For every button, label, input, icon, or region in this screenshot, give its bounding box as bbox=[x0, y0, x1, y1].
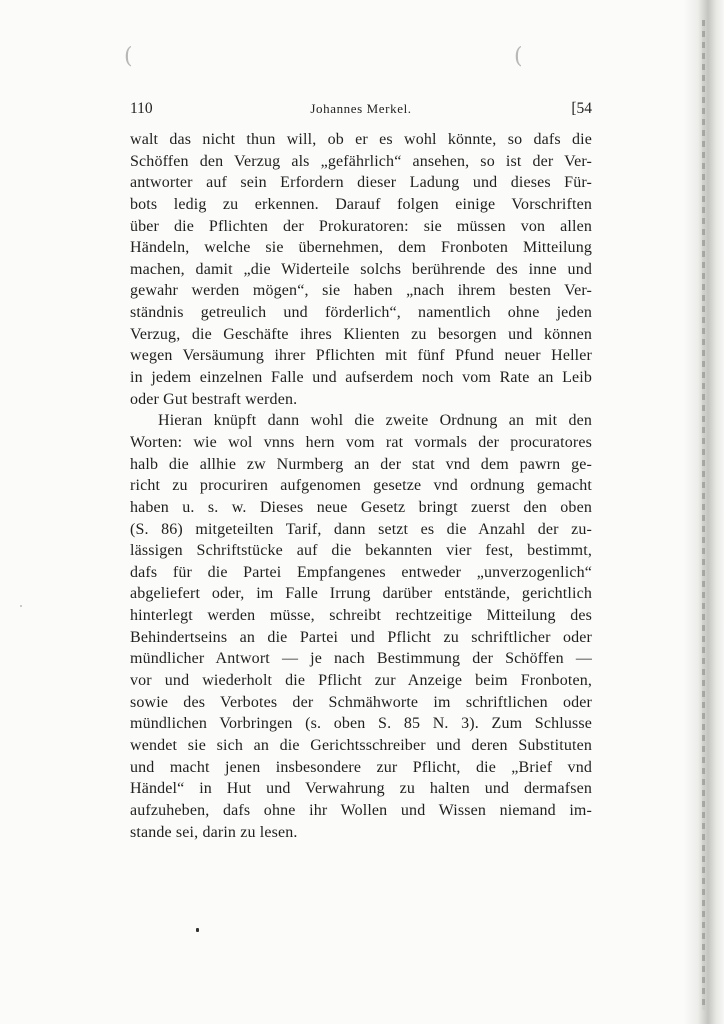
page-number: 110 bbox=[130, 100, 153, 117]
page-header bbox=[130, 100, 592, 124]
text-line: mündlichen Vorbringen (s. oben S. 85 N. 3). Zum Schlusse bbox=[130, 715, 592, 733]
text-line: wegen Versäumung ihrer Pflichten mit fünf Pfund neuer Heller bbox=[130, 347, 592, 365]
running-title: Johannes Merkel. bbox=[310, 101, 412, 116]
text-line: oder Gut bestraft werden. bbox=[130, 390, 298, 408]
text-line: stande sei, darin zu lesen. bbox=[130, 823, 298, 841]
text-line: aufzuheben, dafs ohne ihr Wollen und Wissen niemand im- bbox=[130, 801, 592, 819]
text-line: wendet sie sich an die Gerichtsschreiber und deren Substituten bbox=[130, 736, 592, 754]
ink-speck bbox=[20, 605, 22, 607]
text-line: und macht jenen insbesondere zur Pflicht, die „Brief vnd bbox=[130, 758, 592, 776]
section-mark: [54 bbox=[571, 100, 592, 117]
text-line: walt das nicht thun will, ob er es wohl könnte, so dafs die bbox=[130, 131, 592, 148]
body-text bbox=[130, 129, 592, 843]
text-line: dafs für die Partei Empfangenes entweder „unverzogenlich“ bbox=[130, 563, 592, 581]
text-line: abgeliefert oder, im Falle Irrung darüber entstände, gerichtlich bbox=[130, 585, 592, 603]
text-line: gewahr werden mögen“, sie haben „nach ihrem besten Ver- bbox=[130, 282, 592, 300]
text-line: Schöffen den Verzug als „gefährlich“ ansehen, so ist der Ver- bbox=[130, 152, 592, 170]
text-line: halb die allhie zw Nurmberg an der stat vnd dem pawrn ge- bbox=[130, 455, 592, 473]
text-line: sowie des Verbotes der Schmähworte im schriftlichen oder bbox=[130, 693, 592, 711]
text-line: haben u. s. w. Dieses neue Gesetz bringt zuerst den oben bbox=[130, 498, 592, 516]
text-line: Verzug, die Geschäfte ihres Klienten zu besorgen und können bbox=[130, 325, 592, 343]
text-line: ständnis getreulich und förderlich“, namentlich ohne jeden bbox=[130, 304, 592, 322]
text-line: machen, damit „die Widerteile solchs berührende des inne und bbox=[130, 260, 592, 278]
text-line: Behindertseins an die Partei und Pflicht zu schriftlicher oder bbox=[130, 628, 592, 646]
text-line: mündlicher Antwort — je nach Bestimmung der Schöffen — bbox=[130, 650, 592, 668]
text-line: hinterlegt werden müsse, schreibt rechtzeitige Mitteilung des bbox=[130, 607, 592, 625]
right-bracket-mark: ( bbox=[514, 44, 523, 69]
text-line: Hieran knüpft dann wohl die zweite Ordnung an mit den bbox=[158, 412, 592, 430]
left-bracket-mark: ( bbox=[124, 44, 133, 69]
text-line: antworter auf sein Erfordern dieser Ladung und dieses Für- bbox=[130, 174, 592, 192]
text-line: (S. 86) mitgeteilten Tarif, dann setzt es die Anzahl der zu- bbox=[130, 520, 592, 538]
text-line: Händeln, welche sie übernehmen, dem Fronboten Mitteilung bbox=[130, 239, 592, 257]
text-line: vor und wiederholt die Pflicht zur Anzeige beim Fronboten, bbox=[130, 672, 592, 690]
text-line: Händel“ in Hut und Verwahrung zu halten und dermafsen bbox=[130, 780, 592, 798]
text-line: bots ledig zu erkennen. Darauf folgen einige Vorschriften bbox=[130, 195, 592, 213]
ink-speck bbox=[196, 928, 199, 932]
text-line: in jedem einzelnen Falle und aufserdem noch vom Rate an Leib bbox=[130, 369, 592, 387]
text-line: lässigen Schriftstücke auf die bekannten vier fest, bestimmt, bbox=[130, 542, 592, 560]
text-line: Worten: wie wol vnns hern vom rat vormals der procuratores bbox=[130, 433, 592, 451]
book-gutter-edge bbox=[684, 0, 724, 1024]
text-line: über die Pflichten der Prokuratoren: sie müssen von allen bbox=[130, 217, 592, 235]
text-line: richt zu procuriren aufgenomen gesetze vnd ordnung gemacht bbox=[130, 477, 592, 495]
